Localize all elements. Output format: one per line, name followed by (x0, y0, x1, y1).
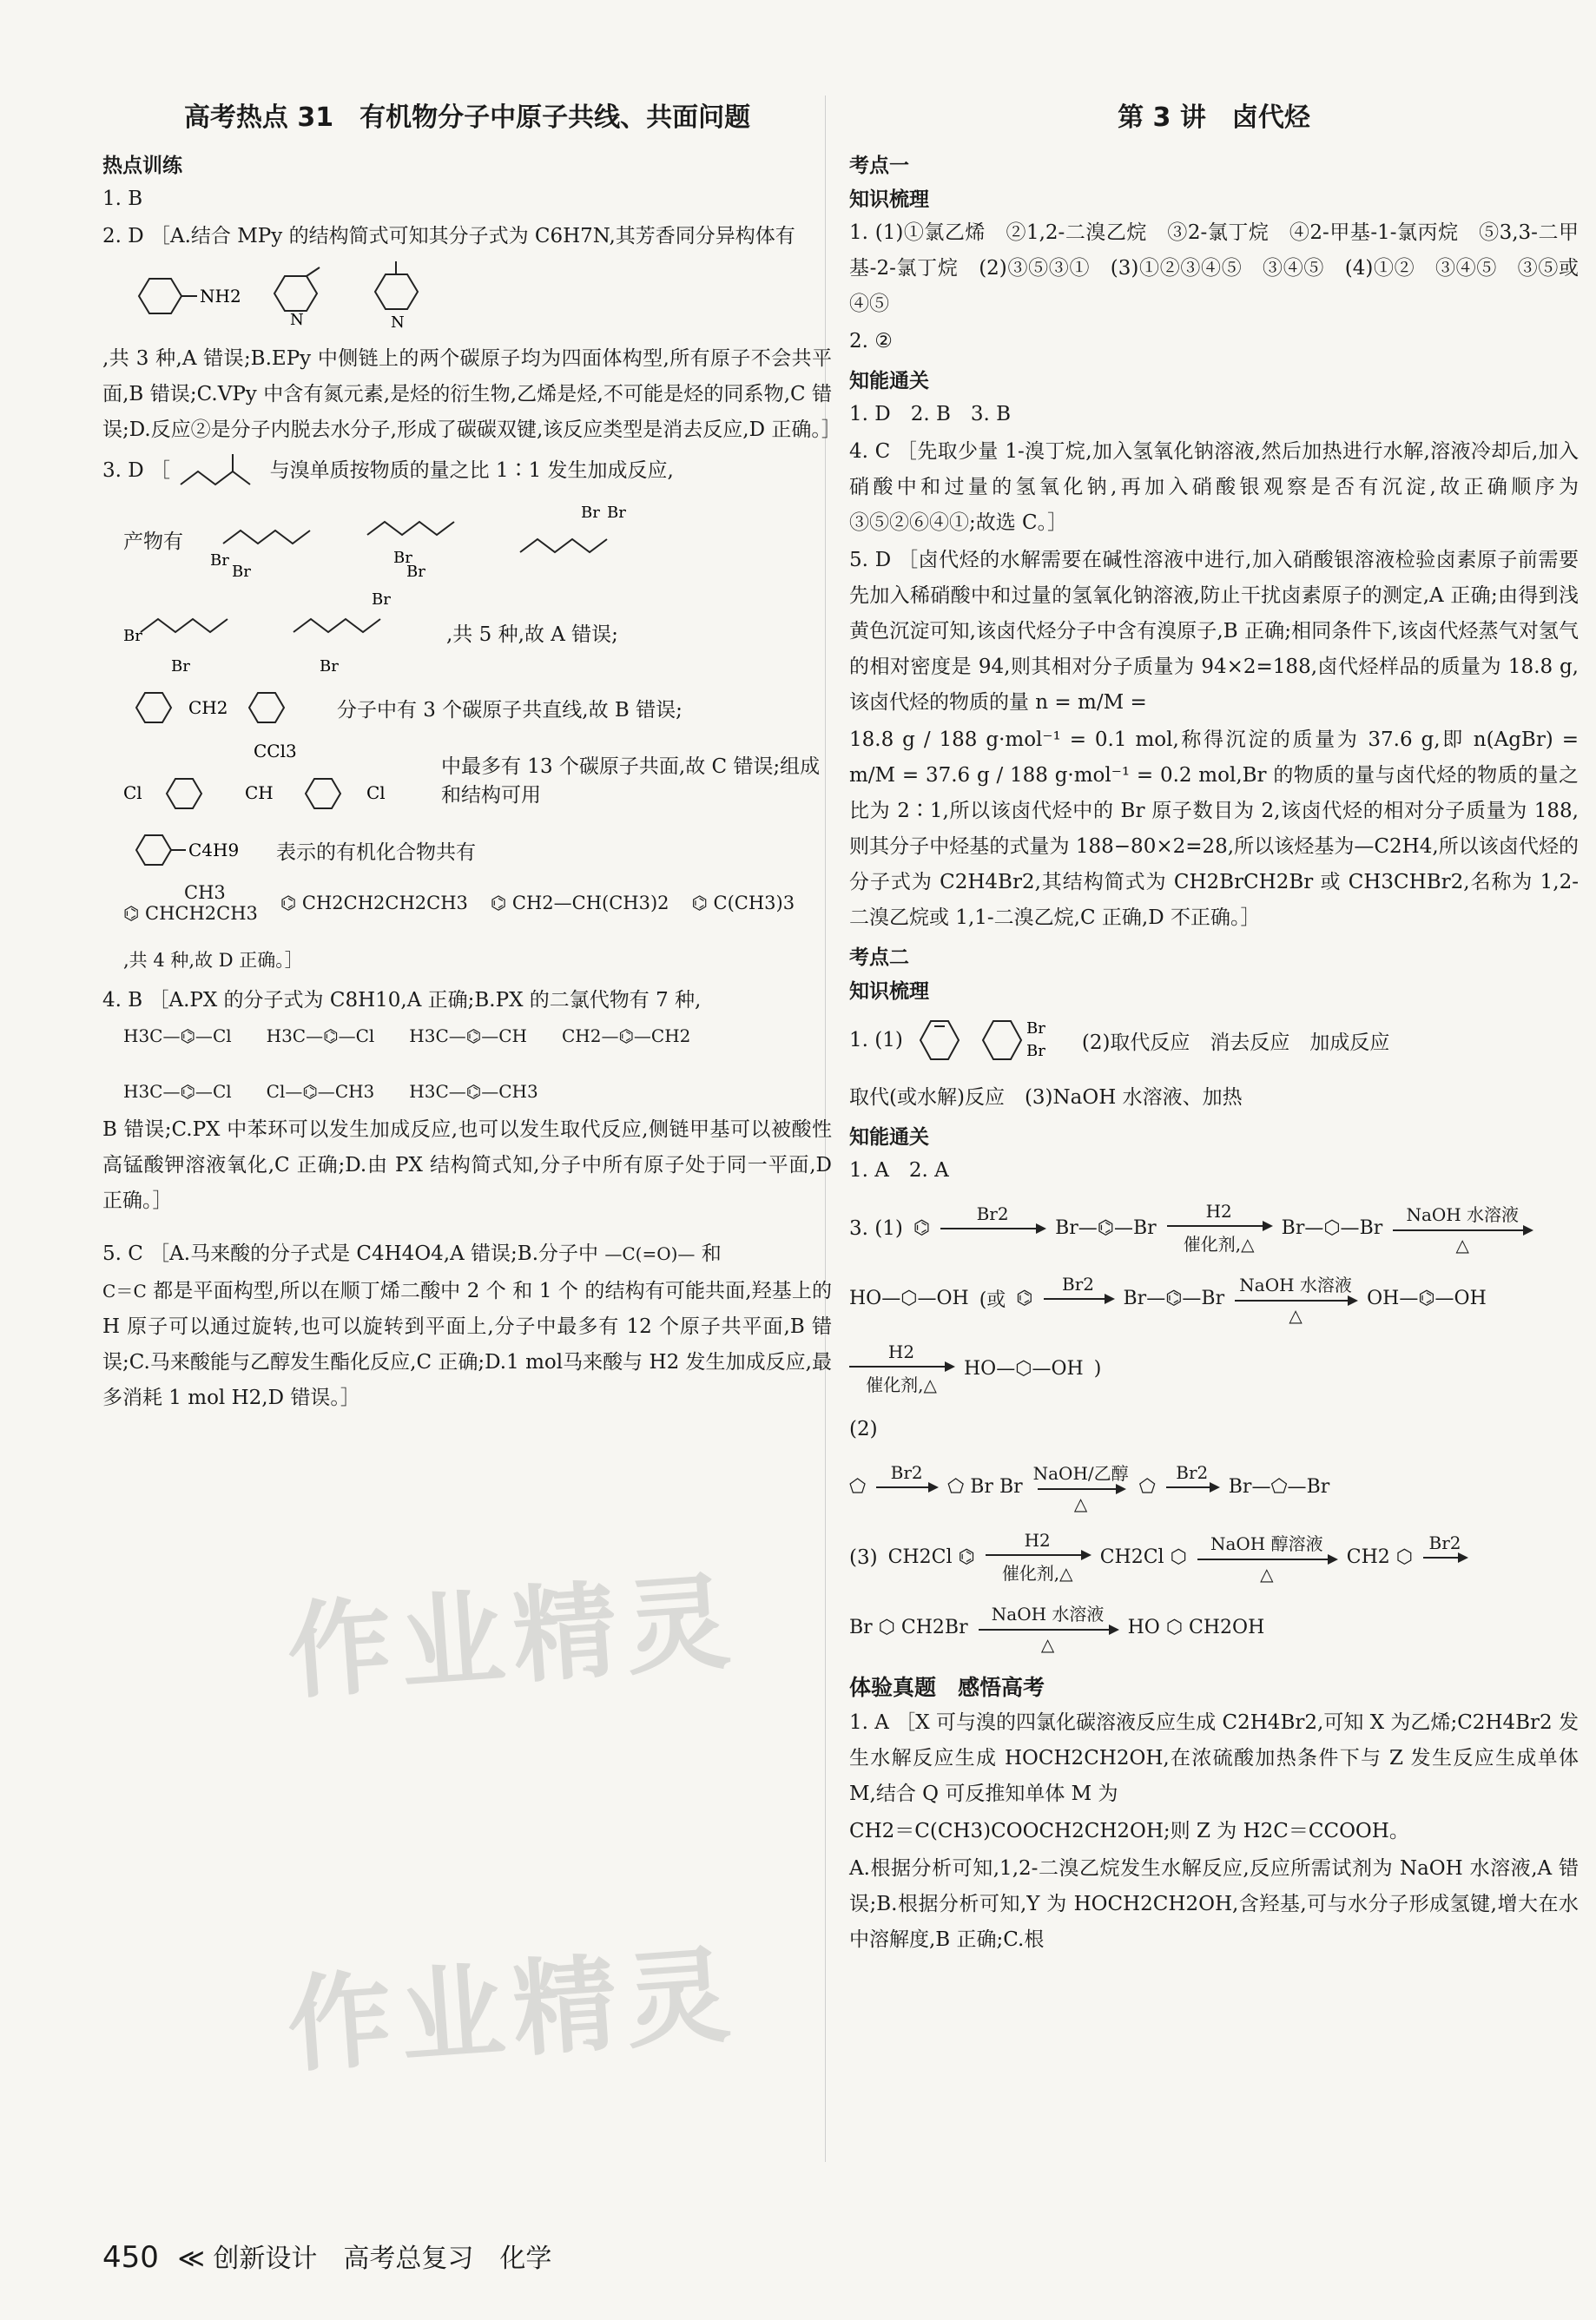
answer-5-rest: C＝C 都是平面构型,所以在顺丁烯二酸中 2 个 和 1 个 的结构有可能共面,羟基上的 H 原子可以通过旋转,也可以旋转到平面上,分子中最多有 12 个原子共平面,B 错误;C.马来酸能与乙醇发生酯化反应,C 正确;D.1 mol马来酸与 H2 发生加成反应,最多消耗 1 mol H2,D 错误。］ (102, 1280, 833, 1409)
cyclopentadiene: ⬠ (1138, 1476, 1156, 1498)
dibromocyclopentane: ⬠ Br Br (947, 1476, 1023, 1498)
reaction-3-1c: H2 催化剂,△ HO—⬡—OH ) (849, 1341, 1579, 1396)
benzene: ⌬ (1016, 1288, 1033, 1309)
br-label: Br (581, 504, 600, 522)
kaodian-1: 考点一 (849, 155, 909, 177)
px-dichloro-structures (123, 1025, 832, 1102)
ty-answer-1b: CH2＝C(CH3)COOCH2CH2OH;则 Z 为 H2C＝CCOOH。 (849, 1820, 1409, 1842)
br-label: Br (372, 590, 391, 609)
dichloro-3: H3C—⌬—CH (409, 1025, 527, 1046)
addition-products-row2 (123, 589, 832, 676)
butylbenzene-row (123, 828, 832, 872)
svg-text:Br: Br (1026, 1019, 1045, 1038)
isomer-structures (123, 261, 832, 331)
watermark: 作业精灵 (283, 1562, 742, 1714)
answer-3-b: 分子中有 3 个碳原子共直线,故 B 错误; (337, 698, 683, 722)
dichloro-5: H3C—⌬—Cl (123, 1081, 232, 1102)
butylbenzene-isomers (123, 882, 832, 972)
arrow-naoh-alcohol: NaOH 醇溶液 △ (1197, 1530, 1336, 1585)
zn1-answer-5a: 5. D ［卤代烃的水解需要在碱性溶液中进行,加入硝酸银溶液检验卤素原子前需要先加入稀硝酸中和过量的氢氧化钠溶液,防止干扰卤素原子的测定,A 正确;由得到浅黄色沉淀可知,该卤代烃分子中含有溴原子,B 正确;相同条件下,该卤代烃蒸气对氢气的相对密度是 94,则其相对分子质量为 94×2=188,卤代烃样品的质量为 18.8 g,该卤代烃的物质的量 n = m/M = (849, 549, 1579, 714)
products-label: 产物有 (123, 530, 183, 553)
dichloro-7: H3C—⌬—CH3 (409, 1081, 538, 1102)
arrow-naoh-ethanol: NaOH/乙醇 △ (1032, 1463, 1129, 1514)
zn2-answers: 1. A 2. A (849, 1159, 949, 1182)
cyclohexylmethyl-chloride: CH2Cl ⬡ (1099, 1546, 1187, 1568)
zn1-answer-5b: 18.8 g / 188 g·mol⁻¹ = 0.1 mol,称得沉淀的质量为 37.6 g,即 n(AgBr) = m/M = 37.6 g / 188 g·mol⁻¹ = 0.2 mol,Br 的物质的量与卤代烃的物质的量之比为 2∶1,所以该卤代烃中的 Br 原子数目为 2,该卤代烃的相对分子质量为 188,则其分子中烃基的式量为 188−80×2=28,所以该烃基为—C2H4,所以该卤代烃的分子式为 C2H4Br2,其结构简式为 CH2BrCH2Br 或 CH3CHBr2,名称为 1,2-二溴乙烷或 1,1-二溴乙烷,C 正确,D 不正确。］ (849, 728, 1579, 929)
arrow-h2: H2 催化剂,△ (986, 1530, 1090, 1585)
arrow-br2: Br2 (1423, 1532, 1467, 1583)
cyclohexanediol: HO—⬡—OH (849, 1288, 969, 1309)
br-label: Br (232, 563, 251, 581)
answer-3-c: 中最多有 13 个碳原子共面,故 C 错误;组成和结构可用 (441, 755, 821, 807)
br-label: Br (607, 504, 626, 522)
ccl3-label: CCl3 (254, 741, 297, 761)
page-number: 450 (102, 2240, 159, 2275)
dichloro-6: Cl—⌬—CH3 (266, 1081, 375, 1102)
arrow-naoh: NaOH 水溶液 △ (1393, 1201, 1532, 1256)
dichloro-2: H3C—⌬—Cl (266, 1025, 375, 1046)
answer-4: 4. B ［A.PX 的分子式为 C8H10,A 正确;B.PX 的二氯代物有 7 种, (102, 989, 702, 1012)
ty-answer-1c: A.根据分析可知,1,2-二溴乙烷发生水解反应,反应所需试剂为 NaOH 水溶液,A 错误;B.根据分析可知,Y 为 HOCH2CH2OH,含羟基,可与水分子形成氢键,增大在水中溶解度,B 正确;C.根 (849, 1857, 1579, 1951)
methylpyridine-4-structure (359, 261, 438, 331)
diphenylmethane-row (123, 686, 832, 729)
cl-label: Cl (123, 782, 142, 803)
br-label: Br (393, 549, 412, 567)
c4h9-label: C4H9 (188, 840, 240, 860)
benzyl-chloride: CH2Cl ⌬ (887, 1546, 975, 1568)
cl-label: Cl (366, 782, 386, 803)
product-3-structure (511, 500, 659, 578)
arrow-naoh: NaOH 水溶液 △ (1235, 1271, 1356, 1326)
watermark: 作业精灵 (283, 1935, 742, 2087)
nh2-label: NH2 (200, 286, 241, 306)
product-1-structure (206, 500, 336, 581)
kaodian-2: 考点二 (849, 946, 909, 969)
arrow-br2: Br2 (1044, 1274, 1113, 1324)
right-column (849, 96, 1579, 1960)
answer-5: 5. C ［A.马来酸的分子式是 C4H4O4,A 错误;B.分子中 —C(=O)— 和 (102, 1242, 722, 1265)
svg-text:Br: Br (1026, 1042, 1045, 1060)
reaction-3-2 (849, 1460, 1579, 1514)
book-title: ≪ 创新设计 高考总复习 化学 (177, 2244, 552, 2274)
arrow-h2: H2 催化剂,△ (1167, 1201, 1271, 1256)
isomer-1: CH3 ⌬ CHCH2CH3 (123, 882, 258, 924)
cyclopentene: ⬠ (849, 1476, 867, 1498)
k1-answer-2: 2. ② (849, 330, 893, 353)
dibromo-diene: Br—⌬—Br (1123, 1288, 1225, 1309)
arrow-br2: Br2 (940, 1203, 1045, 1254)
n-label: N (391, 313, 405, 332)
dibromocyclohexane-structure (976, 1016, 1072, 1064)
left-column (102, 96, 841, 1418)
zhineng-1: 知能通关 (849, 370, 929, 392)
benzene: ⌬ (913, 1217, 931, 1239)
section-label: 热点训练 (102, 155, 182, 177)
right-title: 第 3 讲 卤代烃 (1118, 102, 1310, 133)
product-5-structure (285, 589, 424, 676)
dichloro-4: CH2—⌬—CH2 (561, 1025, 691, 1046)
ddt-structure (123, 740, 419, 818)
reaction-3-2-label: (2) (849, 1418, 878, 1440)
addition-products-row1 (123, 500, 832, 581)
ty-answer-1: 1. A ［X 可与溴的四氯化碳溶液反应生成 C2H4Br2,可知 X 为乙烯;C2H4Br2 发生水解反应生成 HOCH2CH2OH,在浓硫酸加热条件下与 Z 发生反应生成单体 M,结合 Q 可反推知单体 M 为 (849, 1711, 1579, 1805)
arrow-h2: H2 催化剂,△ (849, 1341, 953, 1396)
cyclohexanediol: HO—⬡—OH (964, 1358, 1084, 1380)
arrow-br2: Br2 (1166, 1462, 1218, 1513)
reaction-3-3: (3) CH2Cl ⌬ H2 催化剂,△ CH2Cl ⬡ NaOH 醇溶液 △ CH2 ⬡ Br2 (849, 1530, 1579, 1585)
answer-2: 2. D ［A.结合 MPy 的结构简式可知其分子式为 C6H7N,其芳香同分异构体有 (102, 225, 795, 247)
br-label: Br (171, 657, 190, 676)
n-label: N (290, 311, 304, 329)
zn1-answer-4: 4. C ［先取少量 1-溴丁烷,加入氢氧化钠溶液,然后加热进行水解,溶液冷却后,加入硝酸中和过量的氢氧化钠,再加入硝酸银观察是否有沉淀,故正确顺序为③⑤②⑥④①;故选 C。］ (849, 440, 1579, 534)
answer-4-rest: B 错误;C.PX 中苯环可以发生加成反应,也可以发生取代反应,侧链甲基可以被酸性高锰酸钾溶液氧化,C 正确;D.由 PX 结构简式知,分子中所有原子处于同一平面,D 正确。］ (102, 1118, 832, 1212)
diphenylmethane-structure (123, 686, 314, 729)
zhineng-2: 知能通关 (849, 1126, 929, 1149)
answer-3-end: ,共 4 种,故 D 正确。］ (123, 950, 303, 971)
zhishi-1: 知识梳理 (849, 188, 929, 211)
carboxyl-group: —C(=O)— (604, 1243, 696, 1264)
dibromocyclohexane: Br—⬡—Br (1281, 1217, 1383, 1239)
methylpyridine-3-structure (259, 266, 337, 329)
zn1-answers: 1. D 2. B 3. B (849, 403, 1012, 425)
diol-product: HO ⬡ CH2OH (1127, 1617, 1265, 1638)
page-footer (102, 2237, 551, 2275)
left-title: 高考热点 31 有机物分子中原子共线、共面问题 (183, 102, 751, 133)
zhishi-2: 知识梳理 (849, 980, 929, 1003)
arrow-br2: Br2 (876, 1462, 937, 1513)
br-label: Br (123, 627, 142, 645)
answer-3-prefix: 3. D ［ (102, 459, 171, 482)
alkene-group: C＝C (102, 1281, 147, 1302)
dibromo-diene: Br—⌬—Br (1055, 1217, 1157, 1239)
dichloro-1: H3C—⌬—Cl (123, 1025, 232, 1046)
cyclohexene-structure (913, 1016, 966, 1064)
isomer-3: ⌬ CH2—CH(CH3)2 (490, 893, 669, 913)
isomer-2: ⌬ CH2CH2CH2CH3 (280, 893, 468, 913)
butylbenzene-structure (123, 828, 254, 872)
br-label: Br (320, 657, 339, 676)
isomer-4: ⌬ C(CH3)3 (691, 893, 795, 913)
tiyan-zhenti: 体验真题 感悟高考 (849, 1675, 1045, 1700)
ddt-row (123, 740, 832, 818)
reaction-3-1: 3. (1) ⌬ Br2 Br—⌬—Br H2 催化剂,△ Br—⬡—Br NaOH 水溶液 △ (849, 1201, 1579, 1256)
ch-label: CH (245, 782, 274, 803)
aniline-structure (123, 270, 241, 322)
product-4-structure (123, 589, 262, 676)
k2-answer-1: 1. (1) Br Br (2)取代反应 消去反应 加成反应 (849, 1016, 1579, 1064)
answer-3-d: 表示的有机化合物共有 (276, 840, 476, 864)
br-label: Br (210, 551, 229, 570)
product-2-structure (359, 500, 489, 581)
answer-2-rest: ,共 3 种,A 错误;B.EPy 中侧链上的两个碳原子均为四面体构型,所有原子不会共平面,B 错误;C.VPy 中含有氮元素,是烃的衍生物,乙烯是烃,不可能是烃的同系物,C 错误;D.反应②是分子内脱去水分子,形成了碳碳双键,该反应类型是消去反应,D 正确。］ (102, 347, 841, 441)
arrow-naoh: NaOH 水溶液 △ (979, 1600, 1118, 1655)
answer-3-text: 与溴单质按物质的量之比 1∶1 发生加成反应, (269, 459, 674, 482)
reaction-3-1b: HO—⬡—OH (或 ⌬ Br2 Br—⌬—Br NaOH 水溶液 △ OH—⌬—OH (849, 1271, 1579, 1326)
ch2-label: CH2 (188, 697, 228, 718)
reaction-3-3b (849, 1600, 1579, 1655)
answer-1: 1. B (102, 188, 143, 210)
dibromide: Br ⬡ CH2Br (849, 1617, 968, 1638)
diol-diene: OH—⌬—OH (1367, 1288, 1487, 1309)
br-label: Br (406, 563, 425, 581)
answer-3-count: ,共 5 种,故 A 错误; (446, 623, 618, 646)
answer-3-start (102, 450, 832, 493)
dibromocyclopentene: Br—⬠—Br (1228, 1476, 1330, 1498)
methylenecyclohexane: CH2 ⬡ (1346, 1546, 1413, 1568)
diene-structure (176, 450, 263, 493)
k1-answer-1: 1. (1)①氯乙烯 ②1,2-二溴乙烷 ③2-氯丁烷 ④2-甲基-1-氯丙烷 ⑤3,3-二甲基-2-氯丁烷 (2)③⑤③① (3)①②③④⑤ ③④⑤ (4)①② ③④⑤ ③⑤或④⑤ (849, 221, 1579, 315)
k2-answer-1c: 取代(或水解)反应 (3)NaOH 水溶液、加热 (849, 1086, 1243, 1109)
